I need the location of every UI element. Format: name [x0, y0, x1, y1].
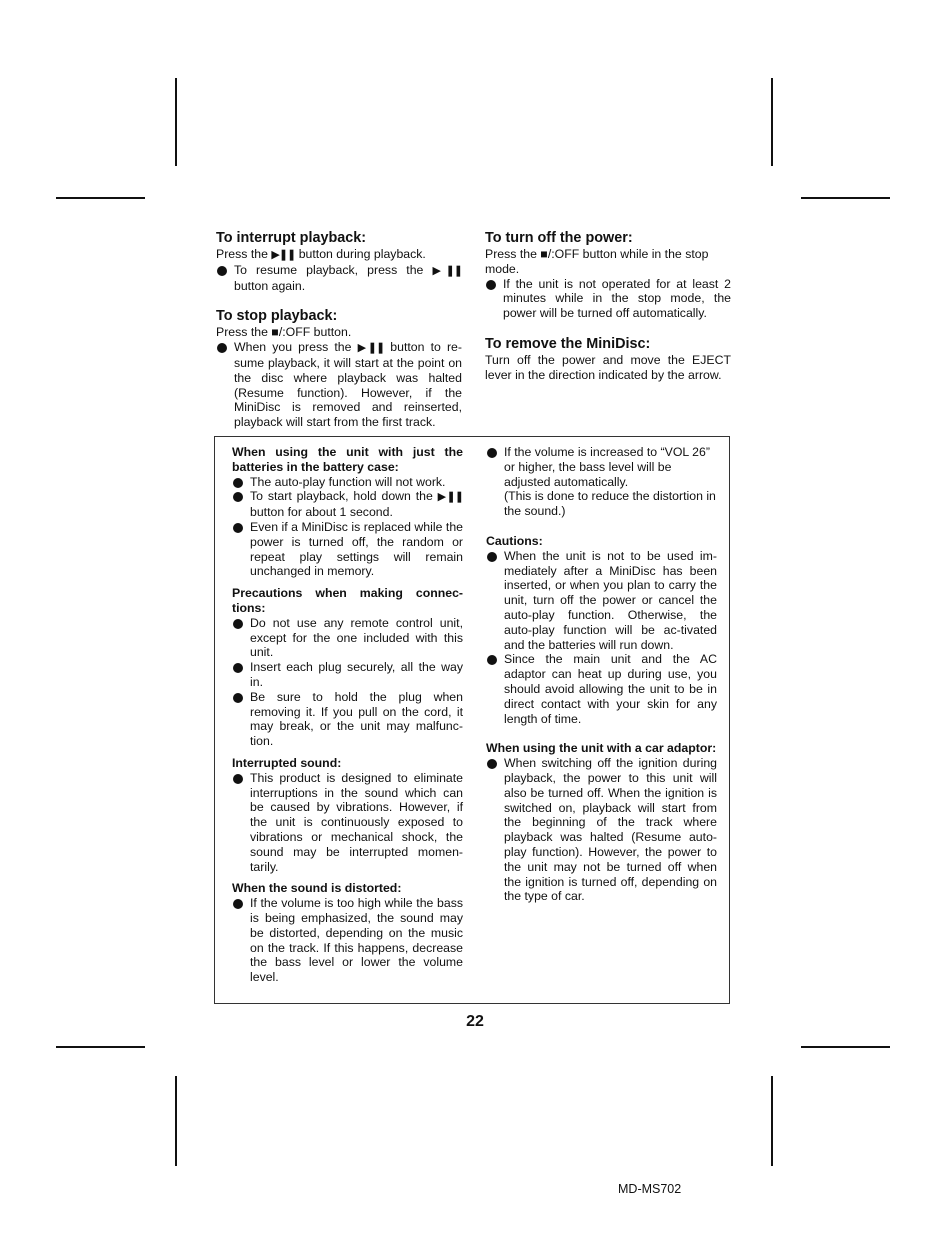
crop-mark — [801, 197, 890, 199]
section-interrupted-sound — [232, 756, 463, 874]
stop-instruction: Press the ■/:OFF button. — [216, 325, 352, 340]
crop-mark — [801, 1046, 890, 1048]
box-right-column — [486, 445, 717, 911]
power-off-instruction: Press the ■/:OFF button while in the stop mode. — [485, 247, 709, 276]
play-pause-icon: ▶❚❚ — [437, 491, 463, 504]
crop-mark — [56, 197, 145, 199]
list-item: Insert each plug securely, all the way in. — [232, 660, 463, 690]
crop-mark — [175, 78, 177, 166]
play-pause-icon: ▶❚❚ — [271, 249, 296, 261]
section-power-off — [485, 230, 731, 321]
crop-mark — [56, 1046, 145, 1048]
list-item: The auto-play function will not work. — [232, 475, 463, 490]
stop-icon: ■ — [540, 247, 548, 261]
list-item: To start playback, hold down the ▶❚❚ button for about 1 second. — [232, 489, 463, 520]
heading-power-off: To turn off the power: — [485, 230, 633, 246]
heading-batteries: When using the unit with just the batteries in the battery case: — [232, 445, 463, 474]
page-number: 22 — [466, 1013, 484, 1030]
right-column — [485, 230, 731, 383]
left-column — [216, 230, 462, 430]
interrupt-instruction: Press the ▶❚❚ button during playback. — [216, 247, 426, 261]
stop-icon: ■ — [271, 325, 279, 340]
notice-box — [214, 436, 730, 1004]
list-item: If the unit is not operated for at least 2 minutes while in the stop mode, the power will be turned off automatically. — [485, 277, 731, 321]
heading-interrupt-playback: To interrupt playback: — [216, 230, 367, 246]
model-number: MD-MS702 — [618, 1182, 682, 1196]
crop-mark — [771, 78, 773, 166]
list-item: Even if a MiniDisc is replaced while the power is turned off, the random or repeat play settings will remain unchanged in memory. — [232, 520, 463, 579]
heading-interrupted-sound: Interrupted sound: — [232, 755, 342, 770]
list-item: If the volume is increased to “VOL 26” or higher, the bass level will be adjusted automatically. (This is done to reduce the distortion in the sound.) — [486, 445, 717, 519]
play-pause-icon: ▶❚❚ — [432, 264, 462, 277]
heading-cautions: Cautions: — [486, 533, 543, 548]
section-cautions — [486, 534, 717, 726]
list-item: This product is designed to eliminate interruptions in the sound which can be caused by vibrations. However, if the unit is continuously exposed to vibrations or mechanical shock, the sound may be interrupted momen-tarily. — [232, 771, 463, 875]
crop-mark — [175, 1076, 177, 1166]
section-precautions — [232, 586, 463, 749]
section-volume — [486, 445, 717, 519]
section-stop-playback — [216, 308, 462, 430]
list-item: To resume playback, press the ▶❚❚ button again. — [216, 263, 462, 294]
heading-car-adaptor: When using the unit with a car adaptor: — [486, 741, 717, 756]
list-item: When switching off the ignition during playback, the power to this unit will also be turned off. When the ignition is switched on, playback will start from the beginning of the track where playback was halted (Resume auto-play function). However, the power to the unit may not be turned off when the ignition is turned off, depending on the type of car. — [486, 756, 717, 904]
section-car-adaptor — [486, 741, 717, 904]
list-item: When you press the ▶❚❚ button to re-sume playback, it will start at the point on the disc where playback was halted (Resume function). However, if the MiniDisc is removed and reinserted, playback will start from the first track. — [216, 340, 462, 430]
heading-remove-minidisc: To remove the MiniDisc: — [485, 335, 651, 352]
list-item: Since the main unit and the AC adaptor can heat up during use, you should avoid allowing the unit to be in direct contact with your skin for any length of time. — [486, 652, 717, 726]
section-sound-distorted — [232, 881, 463, 985]
list-item: If the volume is too high while the bass is being emphasized, the sound may be distorted, depending on the music on the track. If this happens, decrease the bass level or lower the volume level. — [232, 896, 463, 985]
list-item: Do not use any remote control unit, except for the one included with this unit. — [232, 616, 463, 660]
volume-note: (This is done to reduce the distortion in the sound.) — [504, 489, 716, 519]
list-item: Be sure to hold the plug when removing it. If you pull on the cord, it may break, or the unit may malfunc-tion. — [232, 690, 463, 749]
heading-precautions: Precautions when making connec-tions: — [232, 586, 463, 615]
heading-sound-distorted: When the sound is distorted: — [232, 881, 402, 896]
play-pause-icon: ▶❚❚ — [357, 342, 385, 355]
remove-instruction: Turn off the power and move the EJECT lever in the direction indicated by the arrow. — [485, 352, 731, 382]
crop-mark — [771, 1076, 773, 1166]
section-batteries — [232, 445, 463, 579]
list-item: When the unit is not to be used im-mediately after a MiniDisc has been inserted, or when you plan to carry the unit, turn off the power or cancel the auto-play function. Otherwise, the auto-play function will be ac-tivated and the batteries will run down. — [486, 549, 717, 653]
section-remove-minidisc — [485, 336, 731, 383]
heading-stop-playback: To stop playback: — [216, 308, 338, 325]
section-interrupt-playback — [216, 230, 462, 293]
box-left-column — [232, 445, 463, 992]
